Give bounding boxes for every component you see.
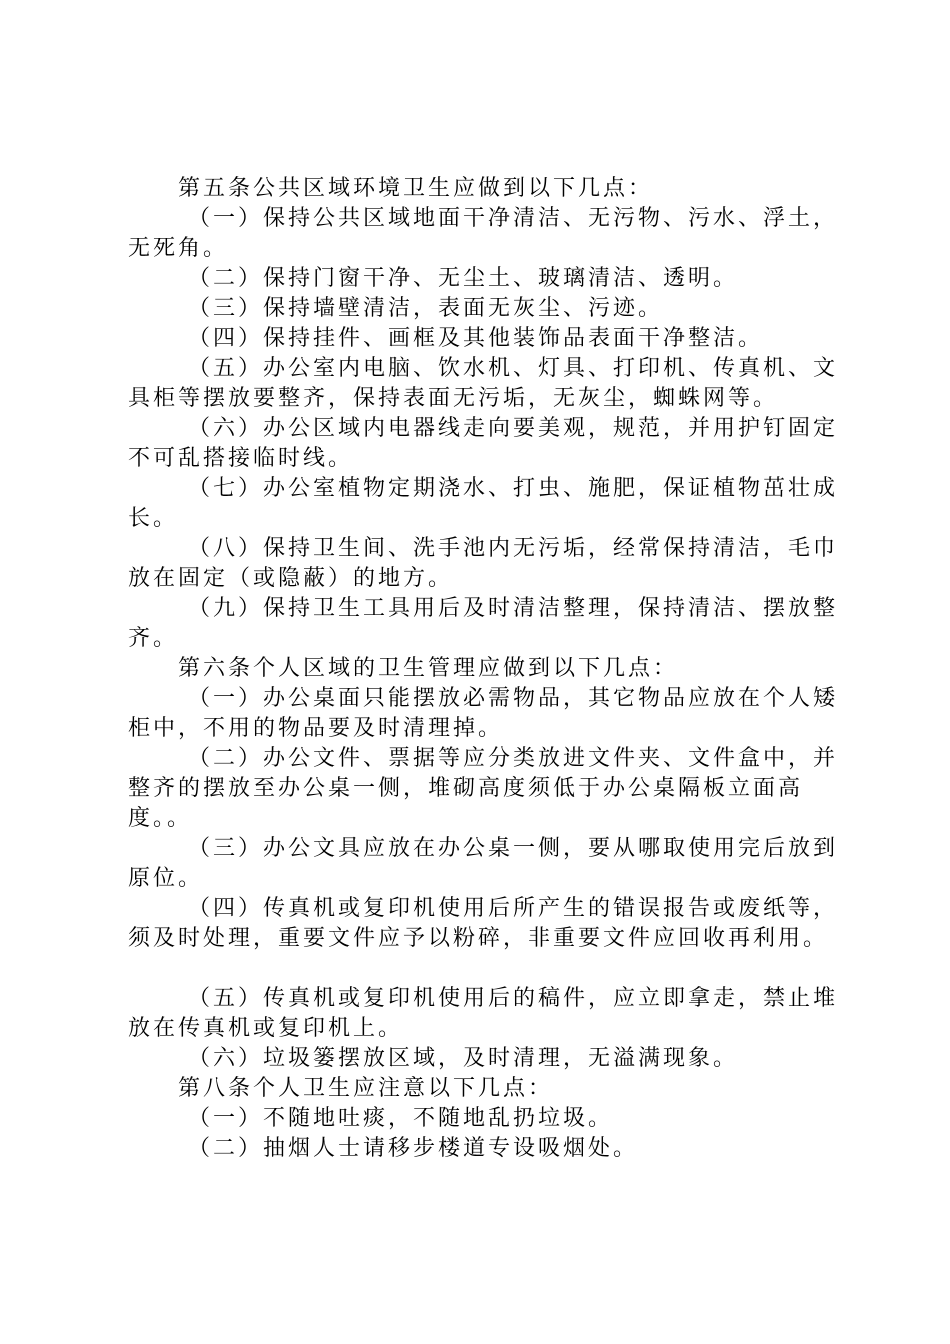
document-body (128, 174, 840, 1164)
article-5-item-8: （八）保持卫生间、洗手池内无污垢，经常保持清洁，毛巾放在固定（或隐蔽）的地方。 (128, 536, 839, 591)
article-6-heading: 第六条个人区域的卫生管理应做到以下几点： (178, 656, 679, 681)
article-6-item-2: （二）办公文件、票据等应分类放进文件夹、文件盒中，并整齐的摆放至办公桌一侧，堆砌高度须低于办公桌隔板立面高度。。 (128, 746, 839, 831)
article-5-item-6: （六）办公区域内电器线走向要美观，规范，并用护钉固定不可乱搭接临时线。 (128, 416, 839, 471)
article-8-item-2: （二）抽烟人士请移步楼道专设吸烟处。 (188, 1136, 639, 1161)
article-6-item-3: （三）办公文具应放在办公桌一侧，要从哪取使用完后放到原位。 (128, 836, 839, 891)
article-5-heading: 第五条公共区域环境卫生应做到以下几点： (178, 176, 654, 201)
article-5-item-4: （四）保持挂件、画框及其他装饰品表面干净整洁。 (188, 326, 764, 351)
article-8-item-1: （一）不随地吐痰，不随地乱扔垃圾。 (188, 1106, 614, 1131)
article-6-item-1: （一）办公桌面只能摆放必需物品，其它物品应放在个人矮柜中，不用的物品要及时清理掉。 (128, 686, 839, 741)
article-6-item-6: （六）垃圾篓摆放区域，及时清理，无溢满现象。 (188, 1046, 739, 1071)
article-5-item-1: （一）保持公共区域地面干净清洁、无污物、污水、浮土，无死角。 (128, 206, 839, 261)
article-8-heading: 第八条个人卫生应注意以下几点： (178, 1076, 554, 1101)
article-5-item-3: （三）保持墙壁清洁，表面无灰尘、污迹。 (188, 296, 664, 321)
article-5-item-7: （七）办公室植物定期浇水、打虫、施肥，保证植物茁壮成长。 (128, 476, 839, 531)
article-6-item-4: （四）传真机或复印机使用后所产生的错误报告或废纸等，须及时处理，重要文件应予以粉碎，非重要文件应回收再利用。 (128, 896, 839, 951)
article-6-item-5: （五）传真机或复印机使用后的稿件，应立即拿走，禁止堆放在传真机或复印机上。 (128, 986, 839, 1041)
article-5-item-2: （二）保持门窗干净、无尘土、玻璃清洁、透明。 (188, 266, 739, 291)
article-5-item-9: （九）保持卫生工具用后及时清洁整理，保持清洁、摆放整齐。 (128, 596, 839, 651)
article-5-item-5: （五）办公室内电脑、饮水机、灯具、打印机、传真机、文具柜等摆放要整齐，保持表面无污垢，无灰尘，蜘蛛网等。 (128, 356, 839, 411)
